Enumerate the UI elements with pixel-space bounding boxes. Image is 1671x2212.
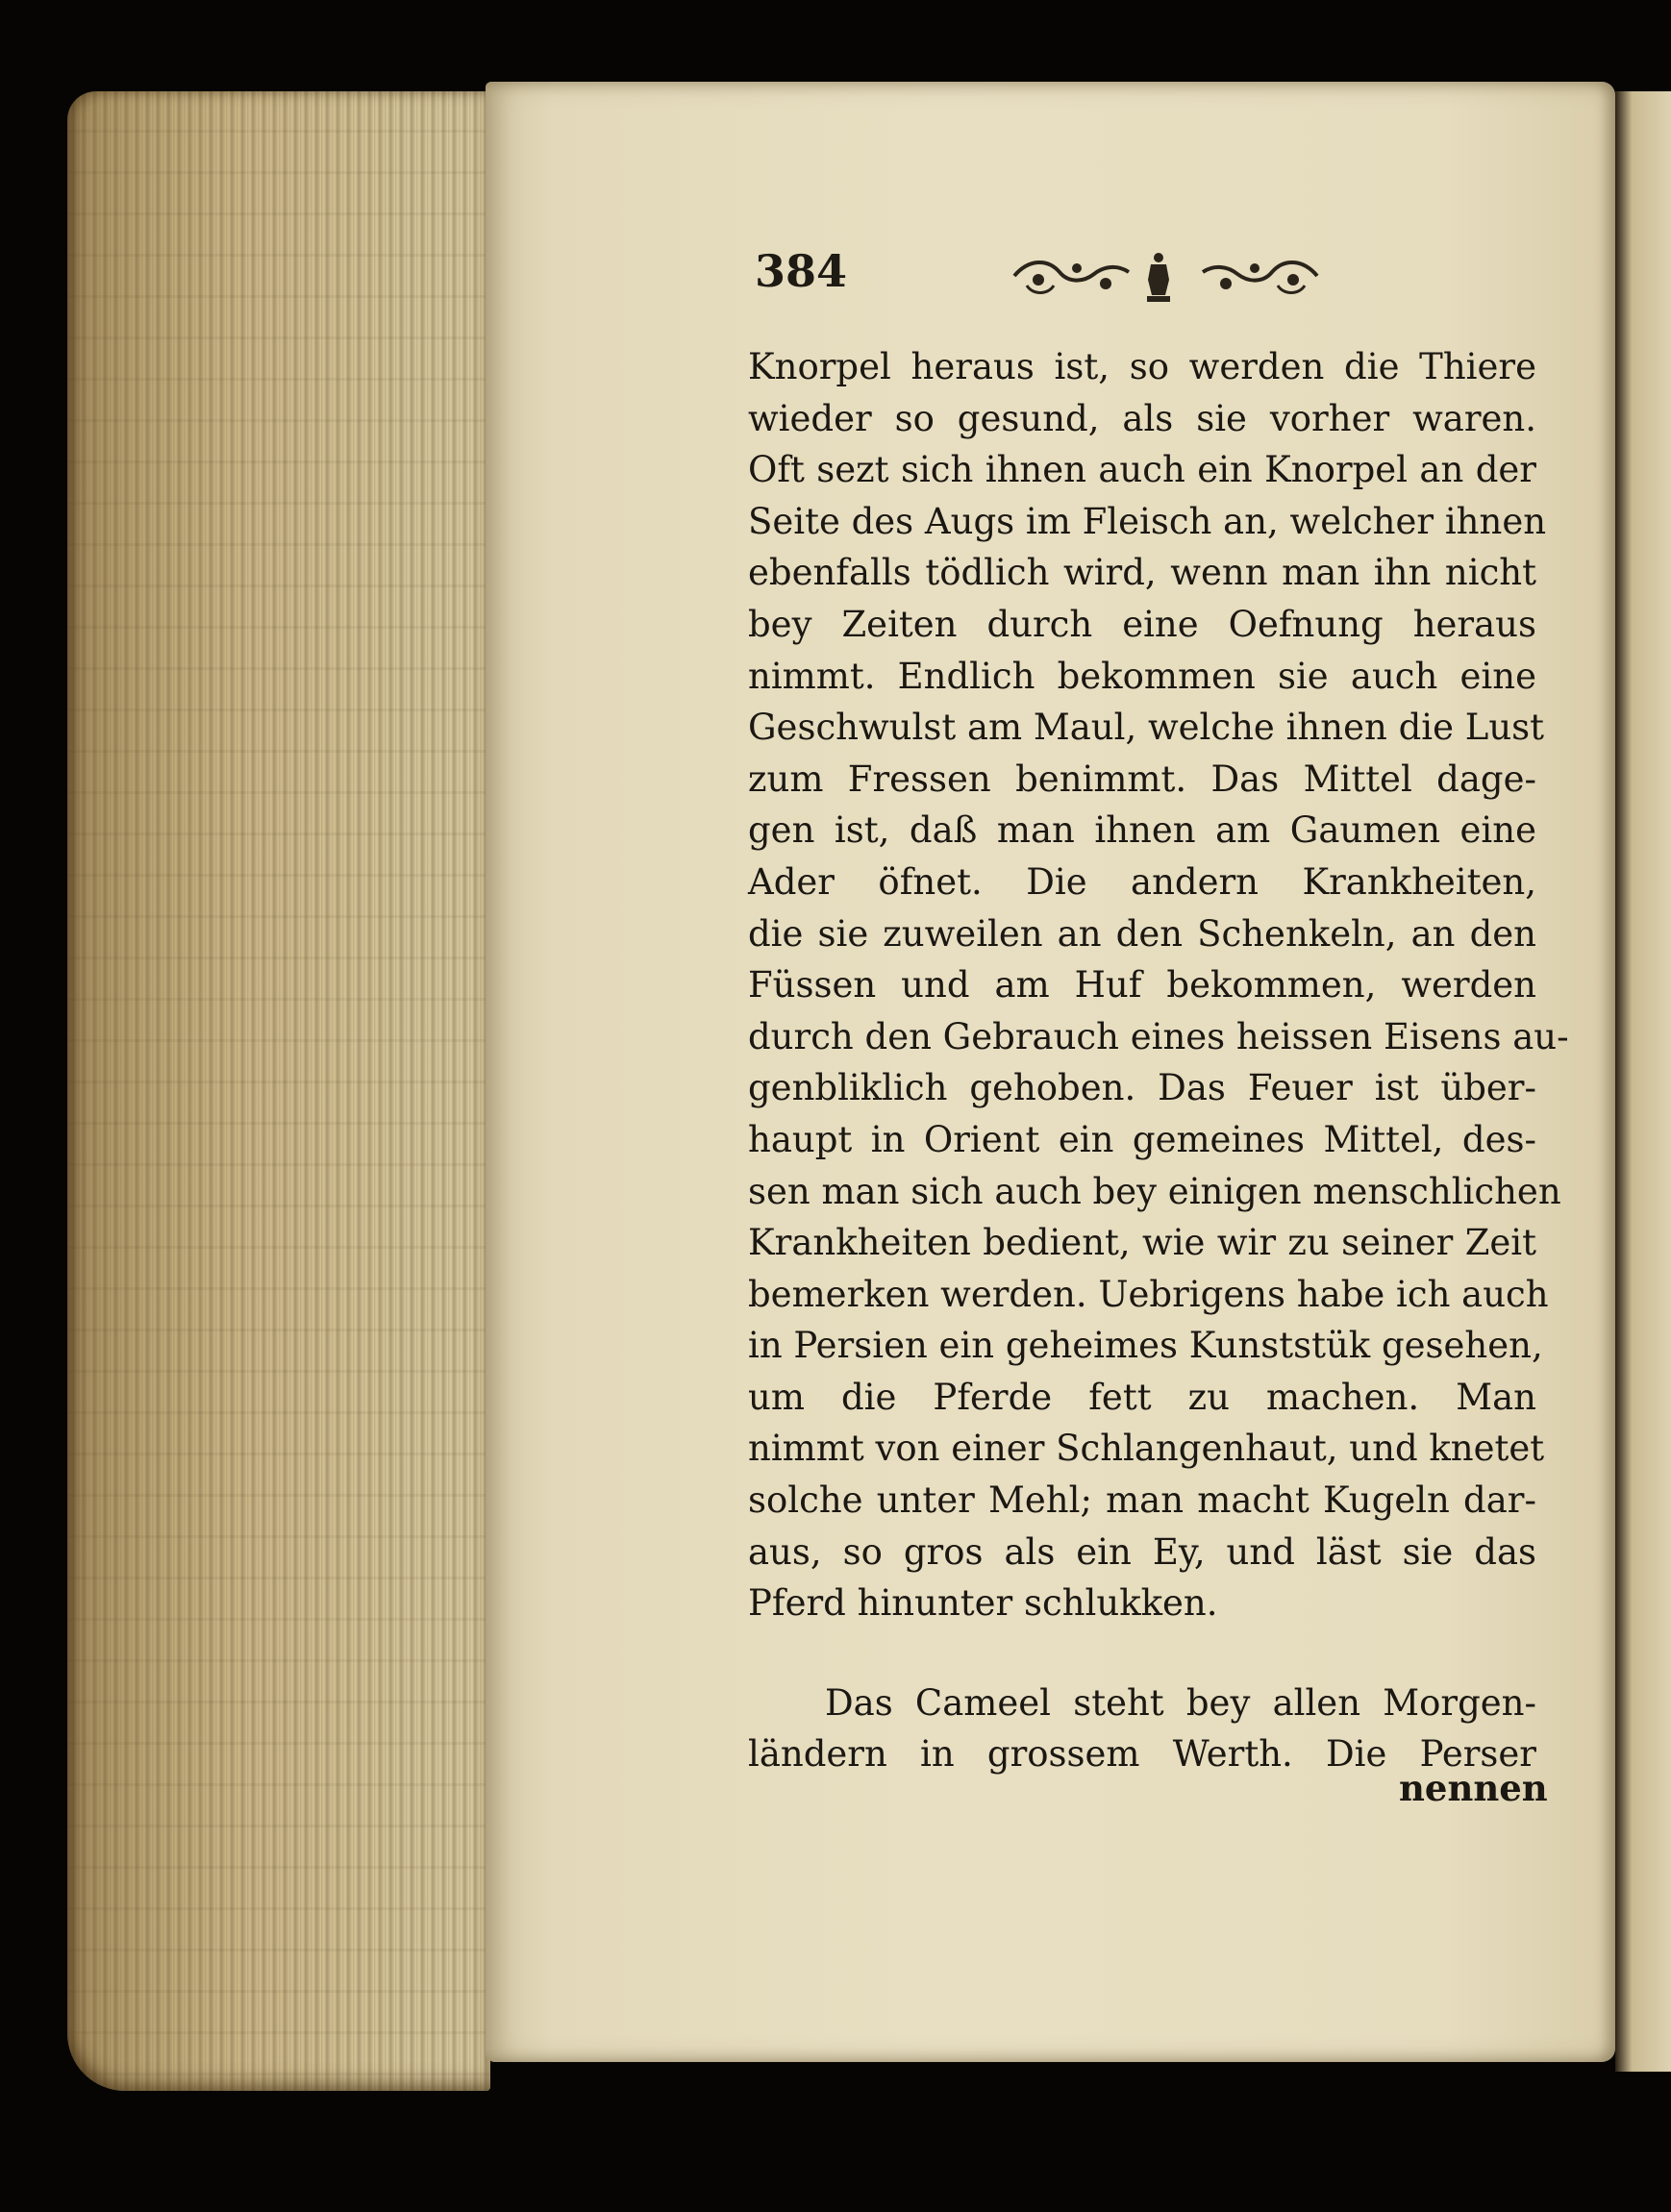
text-line: nimmt von einer Schlangenhaut, und knetet <box>748 1428 1545 1470</box>
text-line: genbliklich gehoben. Das Feuer ist über- <box>748 1067 1536 1109</box>
text-line: nimmt. Endlich bekommen sie auch eine <box>748 655 1536 697</box>
text-line: Füssen und am Huf bekommen, werden <box>748 964 1536 1007</box>
text-line: haupt in Orient ein gemeines Mittel, des- <box>748 1118 1536 1160</box>
body-text <box>748 341 1569 1780</box>
text-line: Oft sezt sich ihnen auch ein Knorpel an der <box>748 449 1536 491</box>
catchword: nennen <box>1399 1767 1548 1809</box>
urn-ornament-icon <box>1142 251 1175 305</box>
text-line: Pferd hinunter schlukken. <box>748 1582 1218 1625</box>
page-edges <box>67 91 490 2091</box>
text-line: sen man sich auch bey einigen menschlichen <box>748 1170 1561 1212</box>
text-line: zum Fressen benimmt. Das Mittel dage- <box>748 758 1536 800</box>
facing-page-edge <box>1615 91 1671 2072</box>
text-line: um die Pferde fett zu machen. Man <box>748 1376 1536 1418</box>
text-line: Ader öfnet. Die andern Krankheiten, <box>748 860 1536 903</box>
text-line: Seite des Augs im Fleisch an, welcher ihnen <box>748 500 1547 542</box>
text-line: Krankheiten bedient, wie wir zu seiner Zeit <box>748 1222 1536 1264</box>
text-line: durch den Gebrauch eines heissen Eisens au- <box>748 1015 1569 1057</box>
text-line: wieder so gesund, als sie vorher waren. <box>748 397 1536 439</box>
text-line: bemerken werden. Uebrigens habe ich auch <box>748 1273 1549 1315</box>
text-line: die sie zuweilen an den Schenkeln, an den <box>748 912 1536 955</box>
text-line: Knorpel heraus ist, so werden die Thiere <box>748 346 1536 387</box>
text-line: gen ist, daß man ihnen am Gaumen eine <box>748 809 1536 852</box>
text-line: Geschwulst am Maul, welche ihnen die Lust <box>748 707 1545 749</box>
text-line: bey Zeiten durch eine Oefnung heraus <box>748 603 1536 645</box>
text-line: ländern in grossem Werth. Die Perser <box>748 1733 1536 1776</box>
page-header <box>755 245 1293 312</box>
floral-vine-ornament-icon <box>1197 251 1322 301</box>
page-number: 384 <box>755 245 848 297</box>
floral-vine-ornament-icon <box>1010 251 1135 301</box>
text-line: in Persien ein geheimes Kunststük gesehen, <box>748 1325 1543 1367</box>
paragraph <box>748 1678 1536 1780</box>
paragraph <box>748 341 1569 1629</box>
text-line: ebenfalls tödlich wird, wenn man ihn nicht <box>748 552 1536 594</box>
text-line: solche unter Mehl; man macht Kugeln dar- <box>748 1479 1536 1522</box>
text-line: aus, so gros als ein Ey, und läst sie das <box>748 1530 1536 1573</box>
text-line: Das Cameel steht bey allen Morgen- <box>825 1681 1536 1724</box>
